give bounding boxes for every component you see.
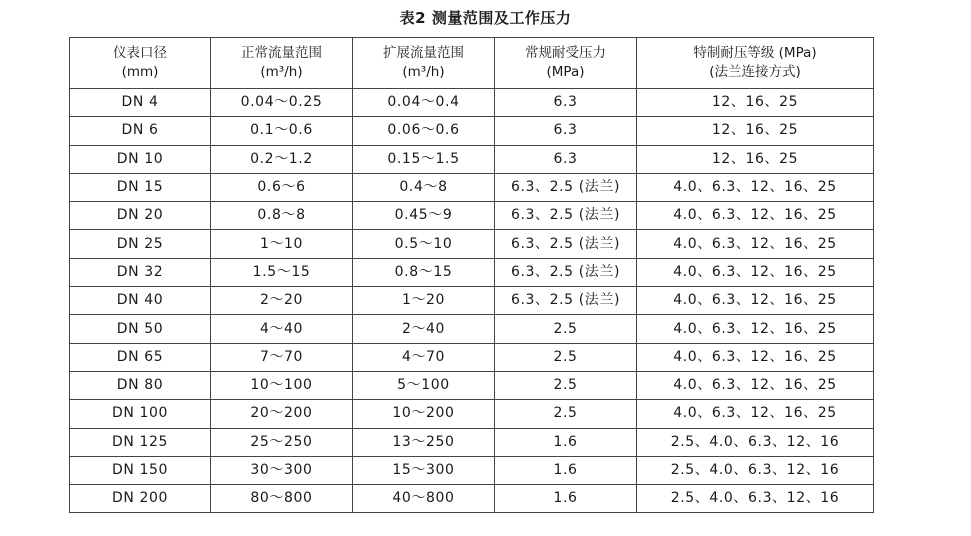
cell-special-pressure: 2.5、4.0、6.3、12、16: [637, 428, 874, 456]
cell-extended-flow: 2～40: [353, 315, 495, 343]
cell-normal-flow: 4～40: [211, 315, 353, 343]
table-row: [70, 173, 874, 201]
spec-table: [69, 37, 874, 513]
cell-normal-pressure: 2.5: [495, 371, 637, 399]
cell-normal-flow: 10～100: [211, 371, 353, 399]
cell-normal-pressure: 2.5: [495, 400, 637, 428]
header-label: 特制耐压等级 (MPa): [693, 45, 817, 61]
cell-extended-flow: 0.15～1.5: [353, 145, 495, 173]
cell-special-pressure: 12、16、25: [637, 145, 874, 173]
table-row: [70, 202, 874, 230]
cell-diameter: DN 50: [70, 315, 211, 343]
header-cell-diameter: [70, 38, 211, 89]
table-row: [70, 258, 874, 286]
cell-normal-flow: 1.5～15: [211, 258, 353, 286]
header-label: 扩展流量范围: [383, 45, 464, 61]
cell-diameter: DN 25: [70, 230, 211, 258]
table-title: 表2 测量范围及工作压力: [399, 9, 572, 27]
table-row: [70, 287, 874, 315]
header-label: 常规耐受压力: [525, 45, 606, 61]
cell-normal-flow: 0.1～0.6: [211, 117, 353, 145]
cell-normal-pressure: 1.6: [495, 485, 637, 513]
header-cell-special-pressure: [637, 38, 874, 89]
cell-diameter: DN 20: [70, 202, 211, 230]
cell-extended-flow: 0.5～10: [353, 230, 495, 258]
header-row: [70, 38, 874, 89]
cell-diameter: DN 80: [70, 371, 211, 399]
cell-special-pressure: 4.0、6.3、12、16、25: [637, 258, 874, 286]
cell-diameter: DN 150: [70, 456, 211, 484]
cell-normal-pressure: 6.3: [495, 145, 637, 173]
header-unit: (法兰连接方式): [709, 64, 801, 80]
cell-normal-flow: 25～250: [211, 428, 353, 456]
cell-extended-flow: 0.04～0.4: [353, 89, 495, 117]
cell-diameter: DN 15: [70, 173, 211, 201]
cell-special-pressure: 4.0、6.3、12、16、25: [637, 230, 874, 258]
cell-normal-flow: 30～300: [211, 456, 353, 484]
cell-normal-flow: 2～20: [211, 287, 353, 315]
cell-special-pressure: 12、16、25: [637, 89, 874, 117]
table-row: [70, 145, 874, 173]
header-unit: (m³/h): [402, 64, 445, 80]
cell-diameter: DN 200: [70, 485, 211, 513]
cell-normal-flow: 7～70: [211, 343, 353, 371]
cell-normal-pressure: 1.6: [495, 428, 637, 456]
cell-normal-pressure: 6.3、2.5 (法兰): [495, 173, 637, 201]
table-row: [70, 315, 874, 343]
table-row: [70, 89, 874, 117]
cell-extended-flow: 0.06～0.6: [353, 117, 495, 145]
header-unit: (MPa): [546, 64, 585, 80]
table-row: [70, 117, 874, 145]
cell-extended-flow: 40～800: [353, 485, 495, 513]
table-row: [70, 428, 874, 456]
cell-extended-flow: 13～250: [353, 428, 495, 456]
cell-normal-flow: 0.04～0.25: [211, 89, 353, 117]
header-cell-normal-flow: [211, 38, 353, 89]
table-row: [70, 343, 874, 371]
cell-diameter: DN 125: [70, 428, 211, 456]
cell-extended-flow: 1～20: [353, 287, 495, 315]
header-cell-normal-pressure: [495, 38, 637, 89]
table-row: [70, 400, 874, 428]
cell-diameter: DN 4: [70, 89, 211, 117]
table-row: [70, 456, 874, 484]
cell-extended-flow: 0.45～9: [353, 202, 495, 230]
cell-normal-pressure: 6.3、2.5 (法兰): [495, 287, 637, 315]
cell-special-pressure: 2.5、4.0、6.3、12、16: [637, 485, 874, 513]
cell-diameter: DN 100: [70, 400, 211, 428]
cell-special-pressure: 4.0、6.3、12、16、25: [637, 315, 874, 343]
cell-special-pressure: 4.0、6.3、12、16、25: [637, 371, 874, 399]
cell-diameter: DN 40: [70, 287, 211, 315]
cell-diameter: DN 32: [70, 258, 211, 286]
cell-special-pressure: 12、16、25: [637, 117, 874, 145]
header-unit: (mm): [121, 64, 159, 80]
cell-extended-flow: 4～70: [353, 343, 495, 371]
cell-special-pressure: 4.0、6.3、12、16、25: [637, 173, 874, 201]
cell-extended-flow: 10～200: [353, 400, 495, 428]
cell-normal-pressure: 6.3、2.5 (法兰): [495, 230, 637, 258]
cell-special-pressure: 2.5、4.0、6.3、12、16: [637, 456, 874, 484]
cell-special-pressure: 4.0、6.3、12、16、25: [637, 287, 874, 315]
header-unit: (m³/h): [260, 64, 303, 80]
cell-normal-pressure: 6.3: [495, 117, 637, 145]
header-cell-extended-flow: [353, 38, 495, 89]
cell-special-pressure: 4.0、6.3、12、16、25: [637, 343, 874, 371]
cell-normal-pressure: 1.6: [495, 456, 637, 484]
cell-diameter: DN 10: [70, 145, 211, 173]
table-row: [70, 371, 874, 399]
cell-normal-flow: 0.6～6: [211, 173, 353, 201]
cell-normal-flow: 1～10: [211, 230, 353, 258]
cell-normal-pressure: 2.5: [495, 315, 637, 343]
cell-normal-flow: 20～200: [211, 400, 353, 428]
cell-diameter: DN 65: [70, 343, 211, 371]
cell-diameter: DN 6: [70, 117, 211, 145]
header-label: 仪表口径: [113, 45, 167, 61]
cell-extended-flow: 0.8～15: [353, 258, 495, 286]
cell-special-pressure: 4.0、6.3、12、16、25: [637, 400, 874, 428]
header-label: 正常流量范围: [241, 45, 322, 61]
cell-normal-flow: 0.2～1.2: [211, 145, 353, 173]
table-row: [70, 230, 874, 258]
cell-extended-flow: 15～300: [353, 456, 495, 484]
cell-normal-flow: 0.8～8: [211, 202, 353, 230]
cell-extended-flow: 0.4～8: [353, 173, 495, 201]
table-row: [70, 485, 874, 513]
cell-normal-pressure: 6.3、2.5 (法兰): [495, 202, 637, 230]
cell-normal-pressure: 6.3: [495, 89, 637, 117]
cell-normal-pressure: 6.3、2.5 (法兰): [495, 258, 637, 286]
cell-special-pressure: 4.0、6.3、12、16、25: [637, 202, 874, 230]
cell-normal-flow: 80～800: [211, 485, 353, 513]
cell-extended-flow: 5～100: [353, 371, 495, 399]
cell-normal-pressure: 2.5: [495, 343, 637, 371]
